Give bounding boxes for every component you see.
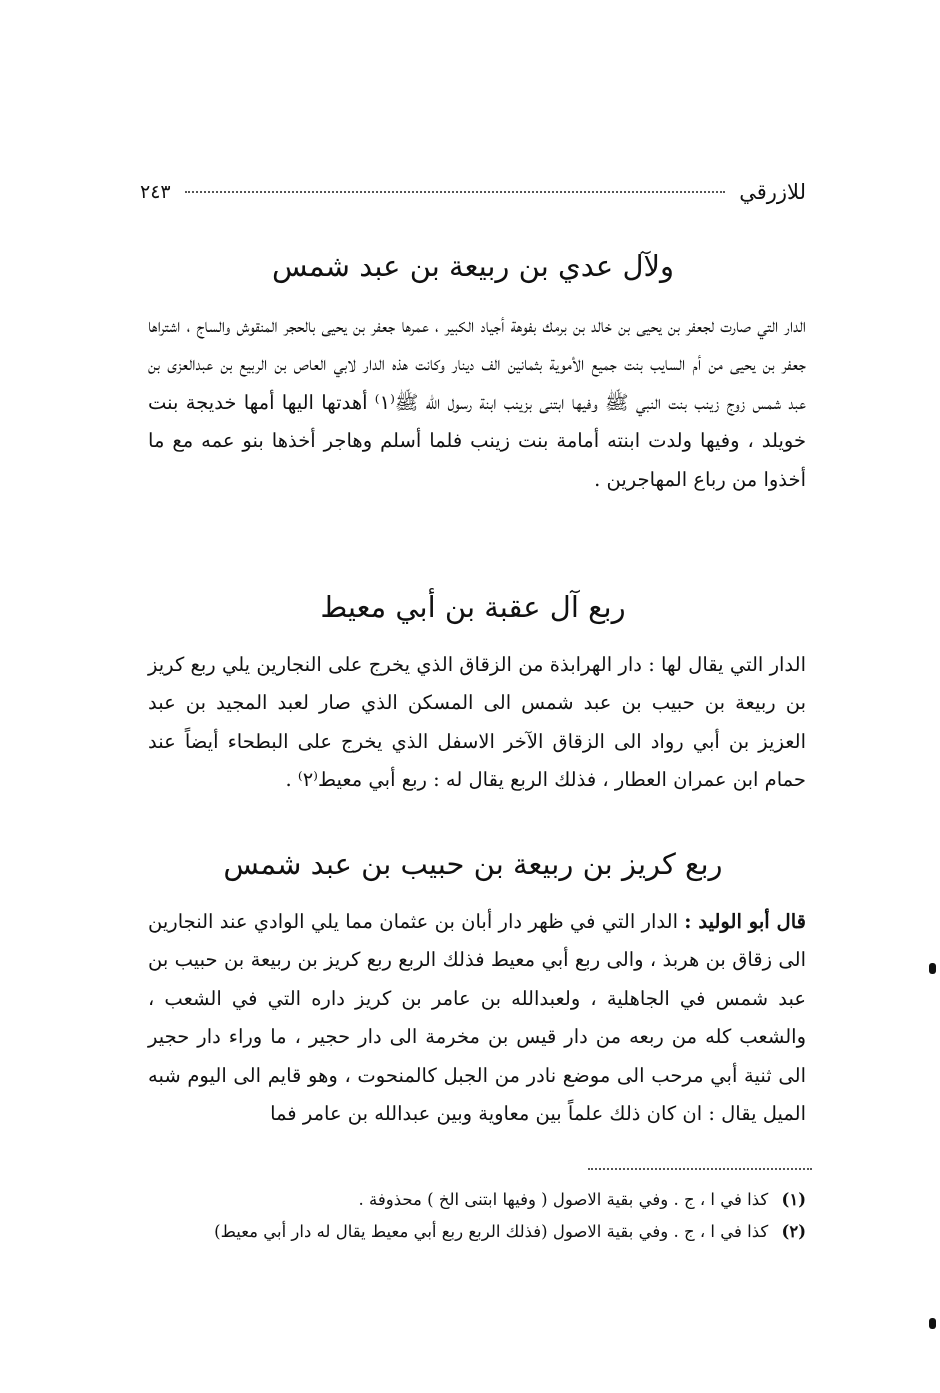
- footnote-number: (١): [781, 1190, 806, 1209]
- paragraph-text: الدار التي في ظهر دار أبان بن عثمان مما يلي الوادي عند النجارين الى زقاق بن هربذ ، والى ربع أبي معيط فذلك الربع ربع كريز بن ربيعة بن حبيب بن عبد شمس في الجاهلية ، ولعبدالله بن عامر بن كريز داره التي في الشعب ، والشعب كله من ربعه من دار قيس بن مخرمة الى دار حجير ، ما وراء دار حجير الى ثنية أبي مرحب الى موضع نادر من الجبل كالمنحوت ، وهو قايم الى اليوم شبه الميل يقال : ان كان ذلك علماً بين معاوية وبين عبدالله بن عامر فما: [148, 910, 806, 1126]
- footnote-separator: [588, 1168, 812, 1170]
- footnote-number: (٢): [781, 1222, 806, 1241]
- paragraph-kurayz: [148, 903, 806, 1133]
- header-title: للازرقي: [739, 180, 806, 204]
- paragraph-uqba: [148, 646, 806, 800]
- paragraph-text: الدار التي يقال لها : دار الهرابذة من الزقاق الذي يخرج على النجارين يلي ربع كريز بن ربيعة بن حبيب بن عبد شمس الى المسكن الذي صار لعبد المجيد بن عبد العزيز بن أبي رواد الى الزقاق الآخر الاسفل الذي يخرج على البطحاء أيضاً عند حمام ابن عمران العطار ، فذلك الربع يقال له : ربع أبي معيط⁽٢⁾ .: [148, 653, 806, 792]
- header-dotted-rule: [185, 191, 726, 193]
- footnote-1: [140, 1187, 806, 1213]
- margin-mark: [929, 963, 936, 974]
- section-heading-kurayz: ربع كريز بن ربيعة بن حبيب بن عبد شمس: [223, 847, 723, 881]
- margin-mark: [929, 1318, 936, 1329]
- footnote-2: [140, 1219, 806, 1245]
- paragraph-adi: [148, 307, 806, 499]
- paragraph-lead: قال أبو الوليد :: [684, 910, 806, 933]
- page-number: ٢٤٣: [140, 181, 171, 203]
- paragraph-text: الدار التي صارت لجعفر بن يحيى بن خالد بن برمك بفوهة أجياد الكبير ، عمرها جعفر بن يحيى بالحجر المنقوش والساج ، اشتراها جعفر بن يحيى من أم السايب بنت جميع الأموية بثمانين الف دينار وكانت هذه الدار لابي العاص بن الربيع بن عبدالعزى بن عبد شمس زوج زينب بنت النبي ﷺ وفيها ابتنى بزينب ابنة رسول الله ﷺ⁽١⁾ أهدتها اليها أمها خديجة بنت خويلد ، وفيها ولدت ابنته أمامة بنت زينب فلما أسلم وهاجر أخذها بنو عمه مع ما أخذوا من رباع المهاجرين .: [147, 314, 806, 491]
- footnote-text: كذا في ا ، ج . وفي بقية الاصول ( وفيها ابتنى الخ ) محذوفة .: [358, 1190, 769, 1209]
- running-header: [140, 172, 806, 212]
- section-heading-uqba: ربع آل عقبة بن أبي معيط: [320, 590, 626, 624]
- footnote-text: كذا في ا ، ج . وفي بقية الاصول (فذلك الربع ربع أبي معيط يقال له دار أبي معيط): [214, 1222, 769, 1241]
- section-heading-adi: ولآل عدي بن ربيعة بن عبد شمس: [271, 249, 675, 283]
